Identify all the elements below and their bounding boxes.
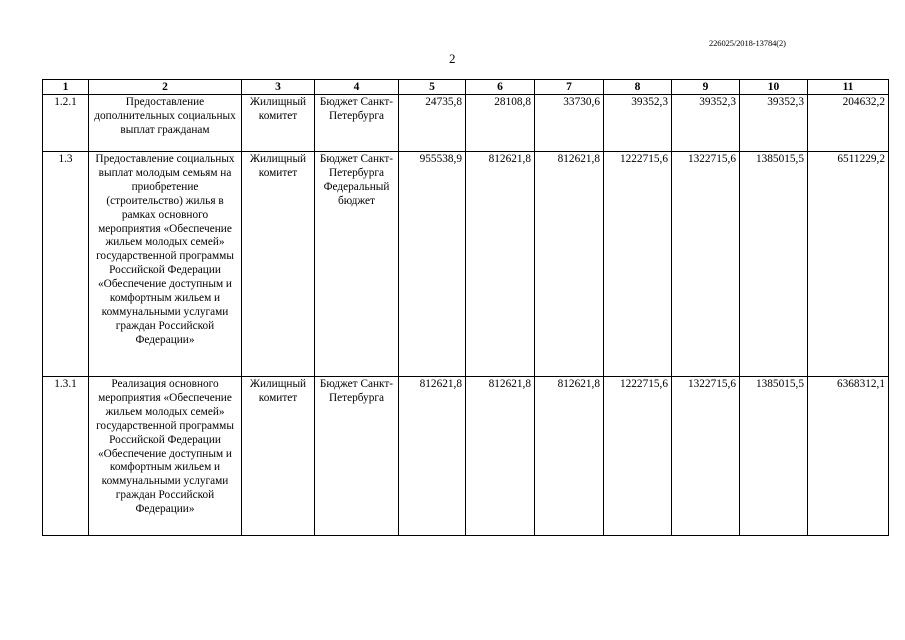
funding-source-cell: Бюджет Санкт-Петербурга Федеральный бюджет bbox=[315, 152, 399, 377]
value-cell: 1222715,6 bbox=[604, 377, 672, 536]
activity-name-cell: Реализация основного мероприятия «Обеспечение жильем молодых семей» государственной программы Российской Федерации «Обеспечение доступным и комфортным жильем и коммунальными услугами граждан Российской Федерации» bbox=[89, 377, 242, 536]
table-row bbox=[43, 377, 889, 536]
table-row bbox=[43, 95, 889, 152]
column-header: 1 bbox=[43, 80, 89, 95]
column-header: 10 bbox=[740, 80, 808, 95]
column-header: 5 bbox=[399, 80, 466, 95]
page-number: 2 bbox=[449, 51, 456, 66]
funding-source-cell: Бюджет Санкт-Петербурга bbox=[315, 377, 399, 536]
activity-name-cell: Предоставление социальных выплат молодым семьям на приобретение (строительство) жилья в рамках основного мероприятия «Обеспечение жильем молодых семей» государственной программы Российской Федерации «Обеспечение доступным и комфортным жильем и коммунальными услугами граждан Российской Федерации» bbox=[89, 152, 242, 377]
total-value-cell: 204632,2 bbox=[808, 95, 889, 152]
executor-cell: Жилищный комитет bbox=[242, 95, 315, 152]
activity-name-cell: Предоставление дополнительных социальных выплат гражданам bbox=[89, 95, 242, 152]
value-cell: 812621,8 bbox=[466, 152, 535, 377]
column-header: 8 bbox=[604, 80, 672, 95]
value-cell: 1222715,6 bbox=[604, 152, 672, 377]
executor-cell: Жилищный комитет bbox=[242, 377, 315, 536]
value-cell: 1322715,6 bbox=[672, 377, 740, 536]
value-cell: 33730,6 bbox=[535, 95, 604, 152]
column-header: 6 bbox=[466, 80, 535, 95]
value-cell: 1322715,6 bbox=[672, 152, 740, 377]
value-cell: 39352,3 bbox=[672, 95, 740, 152]
value-cell: 812621,8 bbox=[466, 377, 535, 536]
value-cell: 812621,8 bbox=[535, 377, 604, 536]
table-header-row bbox=[43, 80, 889, 95]
document-registration-number: 226025/2018-13784(2) bbox=[709, 38, 786, 48]
column-header: 4 bbox=[315, 80, 399, 95]
executor-cell: Жилищный комитет bbox=[242, 152, 315, 377]
column-header: 3 bbox=[242, 80, 315, 95]
table-row bbox=[43, 152, 889, 377]
funding-source-cell: Бюджет Санкт-Петербурга bbox=[315, 95, 399, 152]
column-header: 9 bbox=[672, 80, 740, 95]
value-cell: 39352,3 bbox=[604, 95, 672, 152]
column-header: 7 bbox=[535, 80, 604, 95]
value-cell: 955538,9 bbox=[399, 152, 466, 377]
value-cell: 1385015,5 bbox=[740, 152, 808, 377]
total-value-cell: 6511229,2 bbox=[808, 152, 889, 377]
program-funding-table bbox=[42, 79, 889, 536]
column-header: 2 bbox=[89, 80, 242, 95]
value-cell: 812621,8 bbox=[399, 377, 466, 536]
value-cell: 812621,8 bbox=[535, 152, 604, 377]
row-number-cell: 1.3.1 bbox=[43, 377, 89, 536]
value-cell: 1385015,5 bbox=[740, 377, 808, 536]
total-value-cell: 6368312,1 bbox=[808, 377, 889, 536]
value-cell: 24735,8 bbox=[399, 95, 466, 152]
value-cell: 39352,3 bbox=[740, 95, 808, 152]
row-number-cell: 1.3 bbox=[43, 152, 89, 377]
value-cell: 28108,8 bbox=[466, 95, 535, 152]
row-number-cell: 1.2.1 bbox=[43, 95, 89, 152]
column-header: 11 bbox=[808, 80, 889, 95]
